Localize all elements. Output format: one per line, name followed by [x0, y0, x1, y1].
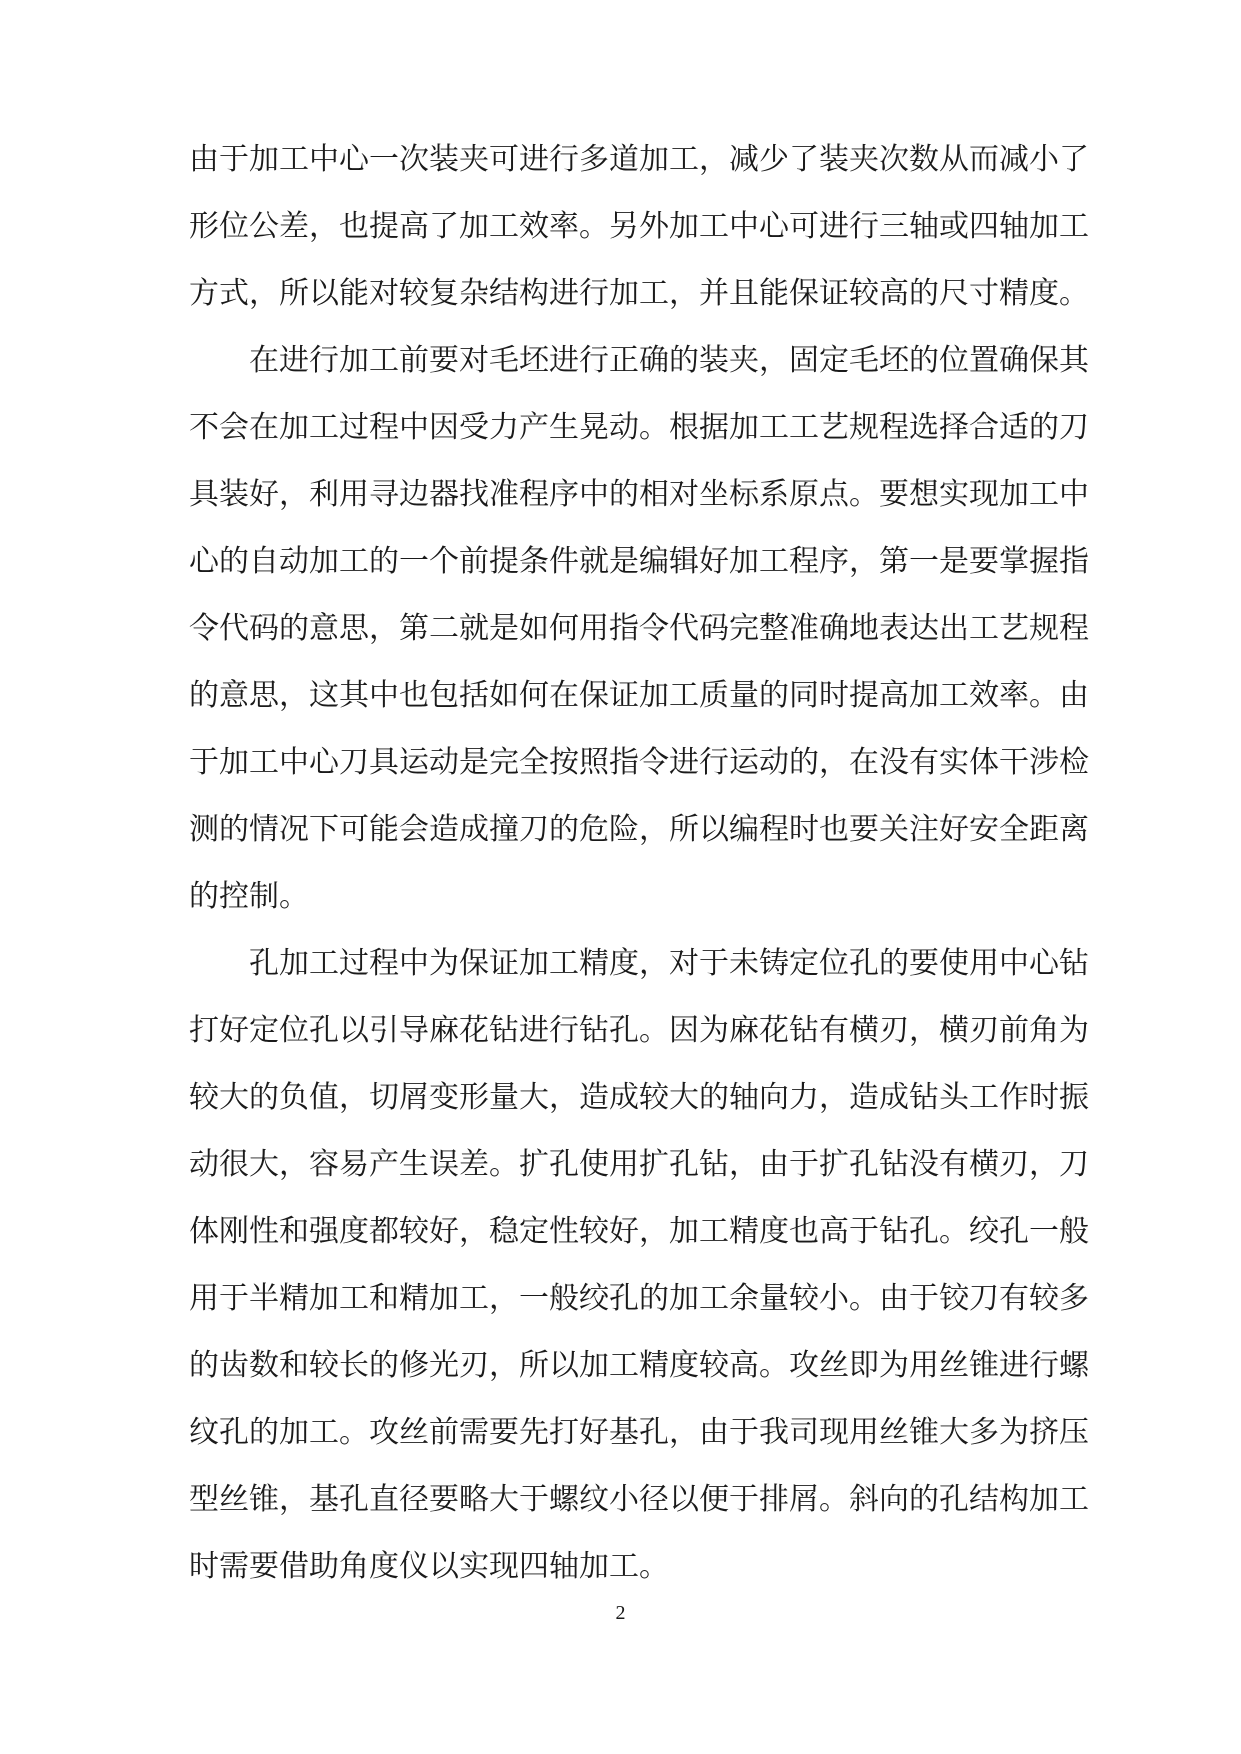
paragraph-2-line-4: 心的自动加工的一个前提条件就是编辑好加工程序，第一是要掌握指: [189, 544, 1089, 579]
paragraph-2-line-2: 不会在加工过程中因受力产生晃动。根据加工工艺规程选择合适的刀: [189, 410, 1089, 445]
paragraph-3-line-3: 较大的负值，切屑变形量大，造成较大的轴向力，造成钻头工作时振: [189, 1080, 1089, 1115]
paragraph-2-line-1: 在进行加工前要对毛坯进行正确的装夹，固定毛坯的位置确保其: [249, 343, 1089, 378]
paragraph-3-line-6: 用于半精加工和精加工，一般绞孔的加工余量较小。由于铰刀有较多: [189, 1281, 1089, 1316]
paragraph-2-line-5: 令代码的意思，第二就是如何用指令代码完整准确地表达出工艺规程: [189, 611, 1089, 646]
paragraph-1-line-3: 方式，所以能对较复杂结构进行加工，并且能保证较高的尺寸精度。: [189, 276, 1089, 311]
paragraph-1-line-2: 形位公差，也提高了加工效率。另外加工中心可进行三轴或四轴加工: [189, 209, 1089, 244]
paragraph-2-line-9: 的控制。: [189, 879, 309, 914]
paragraph-1-line-1: 由于加工中心一次装夹可进行多道加工，减少了装夹次数从而减小了: [189, 142, 1089, 177]
paragraph-2-line-7: 于加工中心刀具运动是完全按照指令进行运动的，在没有实体干涉检: [189, 745, 1089, 780]
paragraph-2-line-8: 测的情况下可能会造成撞刀的危险，所以编程时也要关注好安全距离: [189, 812, 1089, 847]
paragraph-3-line-7: 的齿数和较长的修光刃，所以加工精度较高。攻丝即为用丝锥进行螺: [189, 1348, 1089, 1383]
page-number: 2: [615, 1602, 626, 1624]
paragraph-3-line-2: 打好定位孔以引导麻花钻进行钻孔。因为麻花钻有横刃，横刃前角为: [189, 1013, 1089, 1048]
paragraph-3-line-8: 纹孔的加工。攻丝前需要先打好基孔，由于我司现用丝锥大多为挤压: [189, 1415, 1089, 1450]
paragraph-3-line-9: 型丝锥，基孔直径要略大于螺纹小径以便于排屑。斜向的孔结构加工: [189, 1482, 1089, 1517]
paragraph-3-line-4: 动很大，容易产生误差。扩孔使用扩孔钻，由于扩孔钻没有横刃，刀: [189, 1147, 1089, 1182]
paragraph-3-line-10: 时需要借助角度仪以实现四轴加工。: [189, 1549, 669, 1584]
paragraph-3-line-5: 体刚性和强度都较好，稳定性较好，加工精度也高于钻孔。绞孔一般: [189, 1214, 1089, 1249]
paragraph-2-line-3: 具装好，利用寻边器找准程序中的相对坐标系原点。要想实现加工中: [189, 477, 1089, 512]
paragraph-2-line-6: 的意思，这其中也包括如何在保证加工质量的同时提高加工效率。由: [189, 678, 1089, 713]
paragraph-3-line-1: 孔加工过程中为保证加工精度，对于未铸定位孔的要使用中心钻: [249, 946, 1089, 981]
